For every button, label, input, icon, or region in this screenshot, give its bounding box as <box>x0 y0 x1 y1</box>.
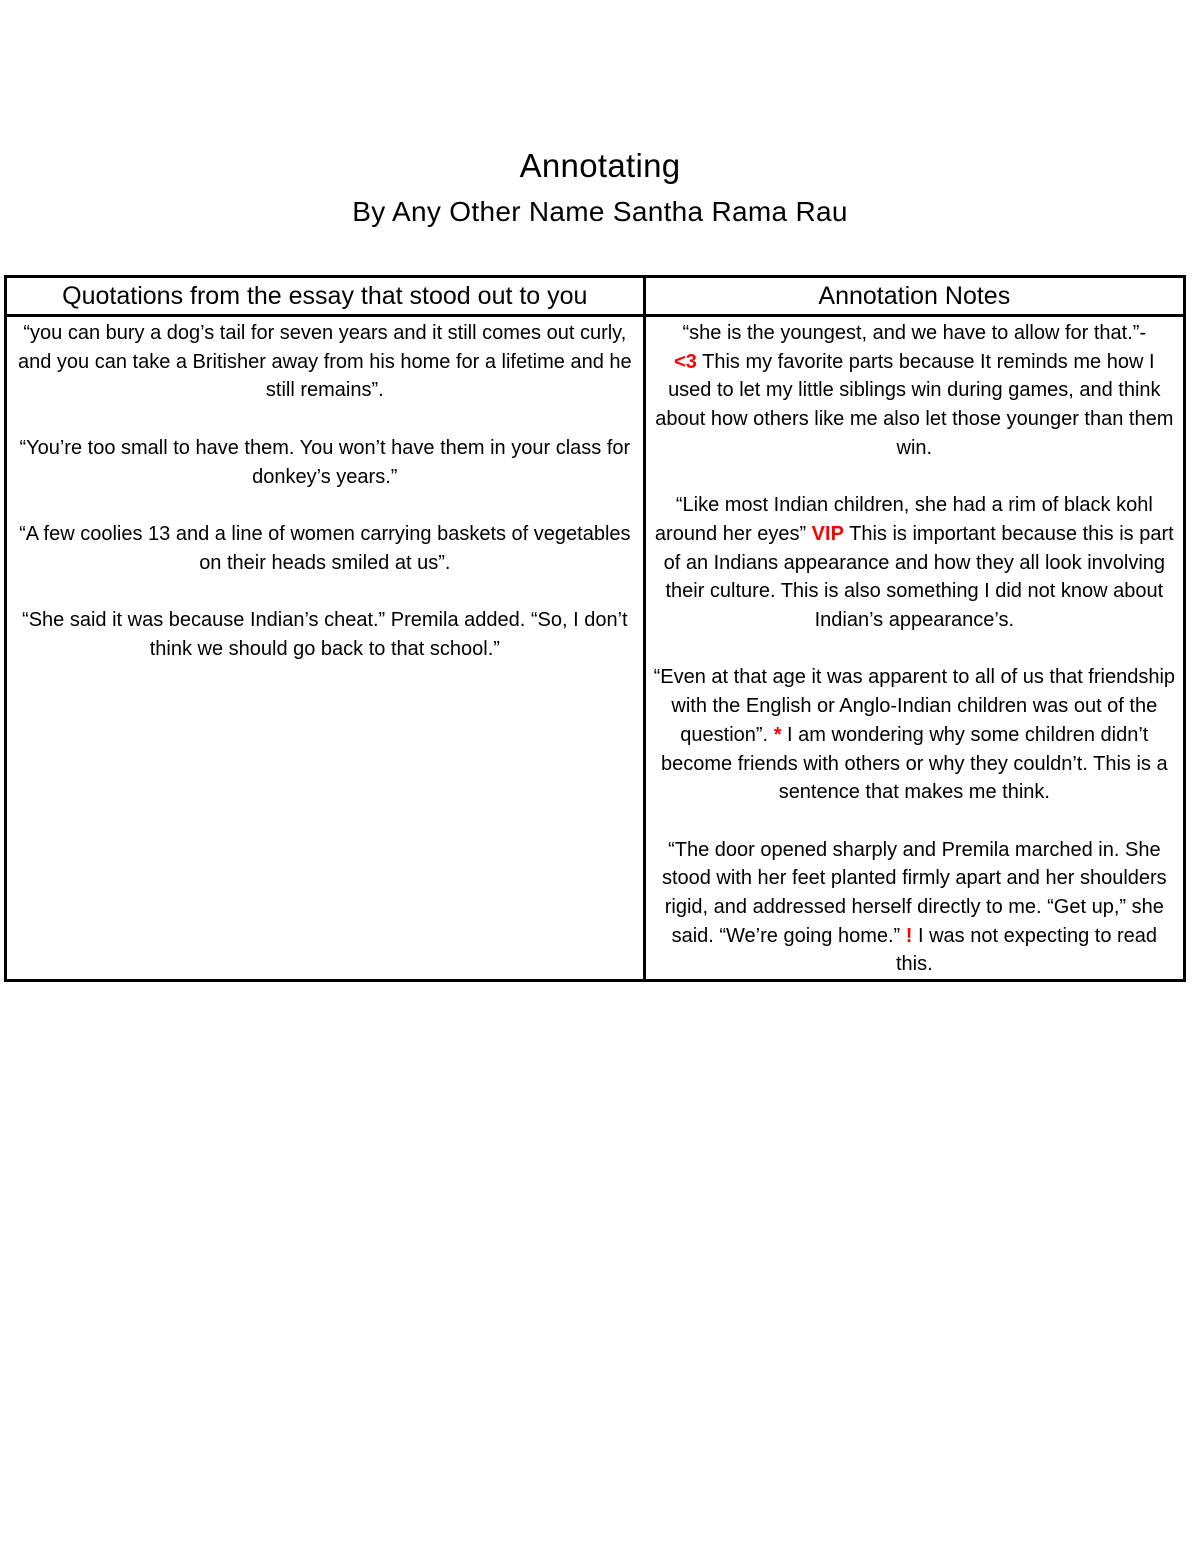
note-comment: I was not expecting to read this. <box>895 924 1158 976</box>
annotation-note <box>652 319 1177 463</box>
table-body-row <box>6 316 1185 981</box>
note-quote: “Even at that age it was apparent to all of us that friendship with the English or Anglo-Indian children was out of the question”. <box>653 666 1176 746</box>
quotation-entry: “you can bury a dog’s tail for seven years and it still comes out curly, and you can take a Britisher away from his home for a lifetime and he still remains”. <box>17 322 632 402</box>
heart-mark: <3 <box>674 350 697 373</box>
annotation-note <box>652 663 1177 807</box>
quotations-cell <box>6 316 645 981</box>
annotation-note <box>652 836 1177 980</box>
notes-header: Annotation Notes <box>644 277 1184 316</box>
notes-cell <box>644 316 1184 981</box>
exclamation-mark: ! <box>905 924 913 947</box>
document-subtitle: By Any Other Name Santha Rama Rau <box>352 196 848 227</box>
note-quote: “Like most Indian children, she had a rim of black kohl around her eyes” <box>654 494 1153 545</box>
quotation-entry: “You’re too small to have them. You won’t have them in your class for donkey’s years.” <box>19 436 631 488</box>
note-comment: This is important because this is part of an Indians appearance and how they all look involving their culture. This is also something I did not know about Indian’s appearance’s. <box>663 522 1174 632</box>
note-quote: “The door opened sharply and Premila marched in. She stood with her feet planted firmly apart and her shoulders rigid, and addressed herself directly to me. “Get up,” she said. “We’re going home.” <box>661 838 1167 947</box>
vip-mark: VIP <box>811 522 844 545</box>
annotation-table <box>4 275 1186 982</box>
quotation-entry: “She said it was because Indian’s cheat.” Premila added. “So, I don’t think we should go back to that school.” <box>22 608 628 660</box>
note-comment: This my favorite parts because It reminds me how I used to let my little siblings win during games, and think about how others like me also let those younger than them win. <box>655 350 1174 459</box>
note-quote: “she is the youngest, and we have to allow for that.”- <box>682 322 1147 344</box>
note-comment: I am wondering why some children didn’t become friends with others or why they couldn’t. This is a sentence that makes me think. <box>661 723 1168 804</box>
asterisk-mark: * <box>773 723 782 746</box>
annotation-note <box>652 491 1177 635</box>
quotation-entry: “A few coolies 13 and a line of women carrying baskets of vegetables on their heads smiled at us”. <box>19 522 631 574</box>
table-header-row <box>6 277 1185 316</box>
document-title: Annotating <box>519 147 681 184</box>
quotations-header: Quotations from the essay that stood out to you <box>6 277 645 316</box>
